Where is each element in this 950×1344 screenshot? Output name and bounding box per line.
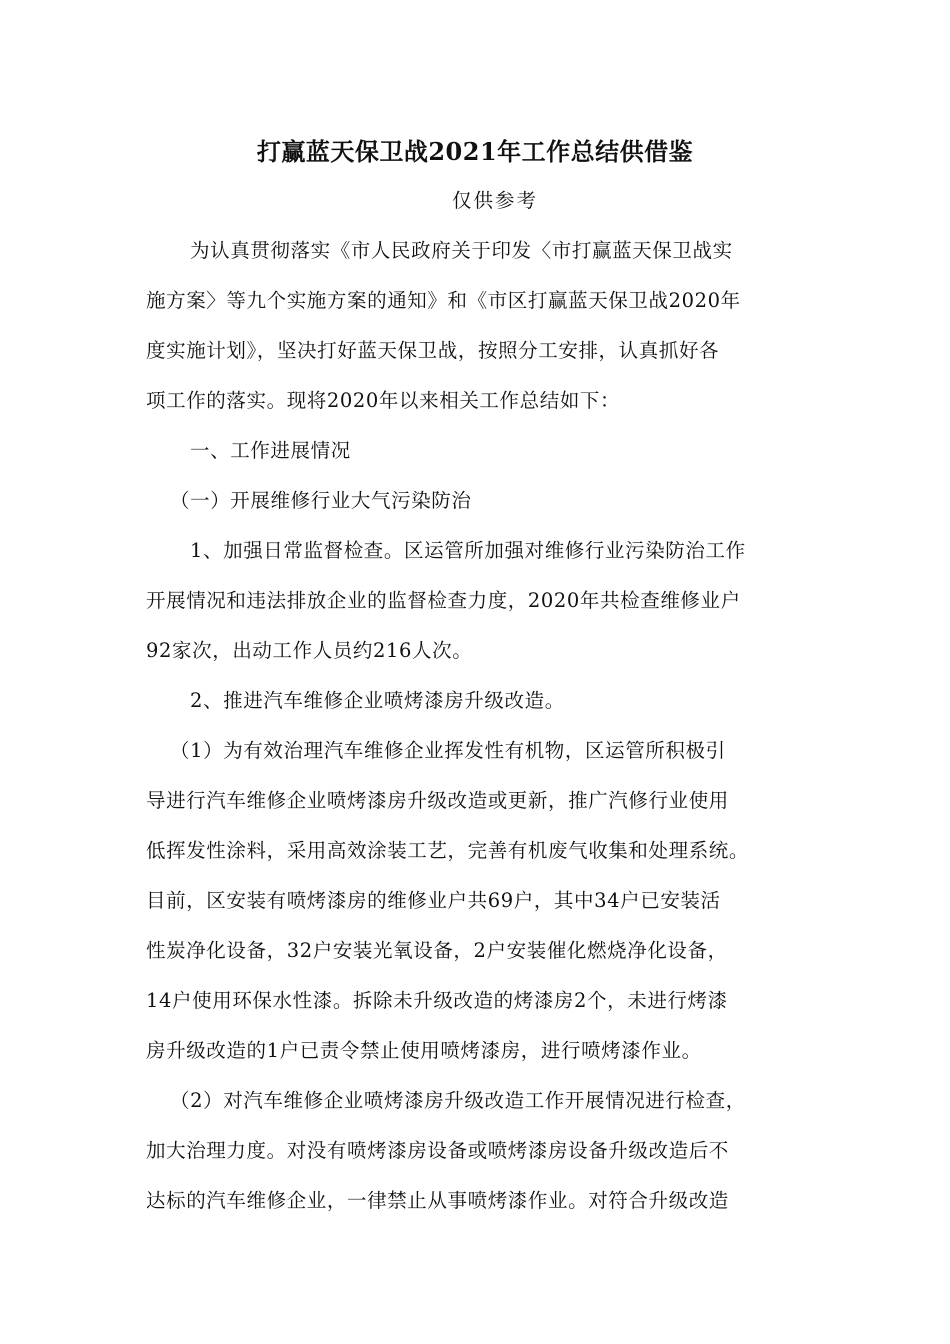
paragraph-line: 施方案〉等九个实施方案的通知》和《市区打赢蓝天保卫战2020年 — [146, 289, 741, 312]
paragraph-line: 加大治理力度。对没有喷烤漆房设备或喷烤漆房设备升级改造后不 — [146, 1139, 729, 1162]
paragraph-line: 房升级改造的1户已责令禁止使用喷烤漆房，进行喷烤漆作业。 — [146, 1039, 702, 1062]
paragraph-line: （2）对汽车维修企业喷烤漆房升级改造工作开展情况进行检查， — [170, 1089, 746, 1112]
paragraph-line: 1、加强日常监督检查。区运管所加强对维修行业污染防治工作 — [190, 539, 746, 562]
paragraph-line: 度实施计划》，坚决打好蓝天保卫战，按照分工安排，认真抓好各 — [146, 339, 720, 362]
section-heading: 一、工作进展情况 — [190, 439, 351, 462]
paragraph-line: 目前，区安装有喷烤漆房的维修业户共69户，其中34户已安装活 — [146, 889, 721, 912]
document-title: 打赢蓝天保卫战2021年工作总结供借鉴 — [256, 137, 694, 166]
paragraph-line: 为认真贯彻落实《市人民政府关于印发〈市打赢蓝天保卫战实 — [190, 239, 733, 262]
paragraph-line: 14户使用环保水性漆。拆除未升级改造的烤漆房2个，未进行烤漆 — [146, 989, 728, 1012]
paragraph-line: （1）为有效治理汽车维修企业挥发性有机物，区运管所积极引 — [170, 739, 726, 762]
paragraph-line: 低挥发性涂料，采用高效涂装工艺，完善有机废气收集和处理系统。 — [146, 839, 750, 862]
subsection-heading: （一）开展维修行业大气污染防治 — [170, 489, 472, 512]
paragraph-line: 导进行汽车维修企业喷烤漆房升级改造或更新，推广汽修行业使用 — [146, 789, 729, 812]
paragraph-line: 达标的汽车维修企业，一律禁止从事喷烤漆作业。对符合升级改造 — [146, 1189, 729, 1212]
document-subtitle: 仅供参考 — [451, 189, 538, 212]
paragraph-line: 项工作的落实。现将2020年以来相关工作总结如下： — [146, 389, 621, 412]
paragraph-line: 开展情况和违法排放企业的监督检查力度，2020年共检查维修业户 — [146, 589, 741, 612]
paragraph-line: 2、推进汽车维修企业喷烤漆房升级改造。 — [190, 689, 565, 712]
paragraph-line: 92家次，出动工作人员约216人次。 — [146, 639, 473, 662]
paragraph-line: 性炭净化设备，32户安装光氧设备，2户安装催化燃烧净化设备， — [146, 939, 728, 962]
